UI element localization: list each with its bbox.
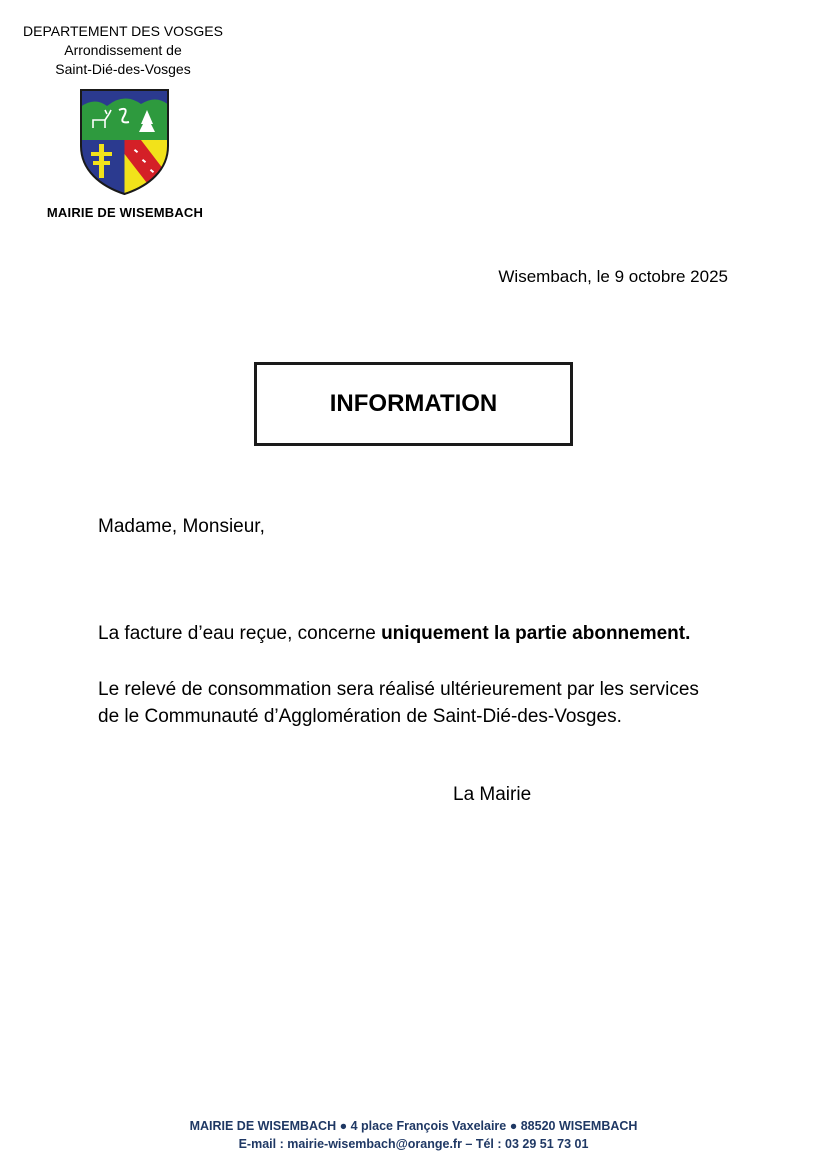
department-name: DEPARTEMENT DES VOSGES (23, 23, 223, 39)
mairie-title: MAIRIE DE WISEMBACH (46, 205, 204, 220)
information-box (254, 362, 573, 446)
paragraph-reading-line-1: Le relevé de consommation sera réalisé ultérieurement par les services (98, 679, 699, 700)
salutation: Madame, Monsieur, (98, 516, 265, 537)
date-line: Wisembach, le 9 octobre 2025 (498, 267, 728, 286)
arrondissement-name: Saint-Dié-des-Vosges (55, 61, 191, 77)
arrondissement-label: Arrondissement de (64, 42, 182, 58)
paragraph-invoice-emphasis: uniquement la partie abonnement. (381, 623, 691, 644)
footer-address: MAIRIE DE WISEMBACH ● 4 place François Vaxelaire ● 88520 WISEMBACH (189, 1119, 638, 1133)
signature: La Mairie (453, 784, 532, 805)
paragraph-reading-line-2: de le Communauté d’Agglomération de Saint-Dié-des-Vosges. (98, 706, 622, 727)
paragraph-invoice (98, 620, 748, 647)
footer-contact: E-mail : mairie-wisembach@orange.fr – Tél : 03 29 51 73 01 (238, 1137, 589, 1151)
paragraph-invoice-text: La facture d’eau reçue, concerne (98, 623, 382, 644)
information-title: INFORMATION (329, 390, 498, 417)
coat-of-arms-crest (79, 88, 170, 196)
